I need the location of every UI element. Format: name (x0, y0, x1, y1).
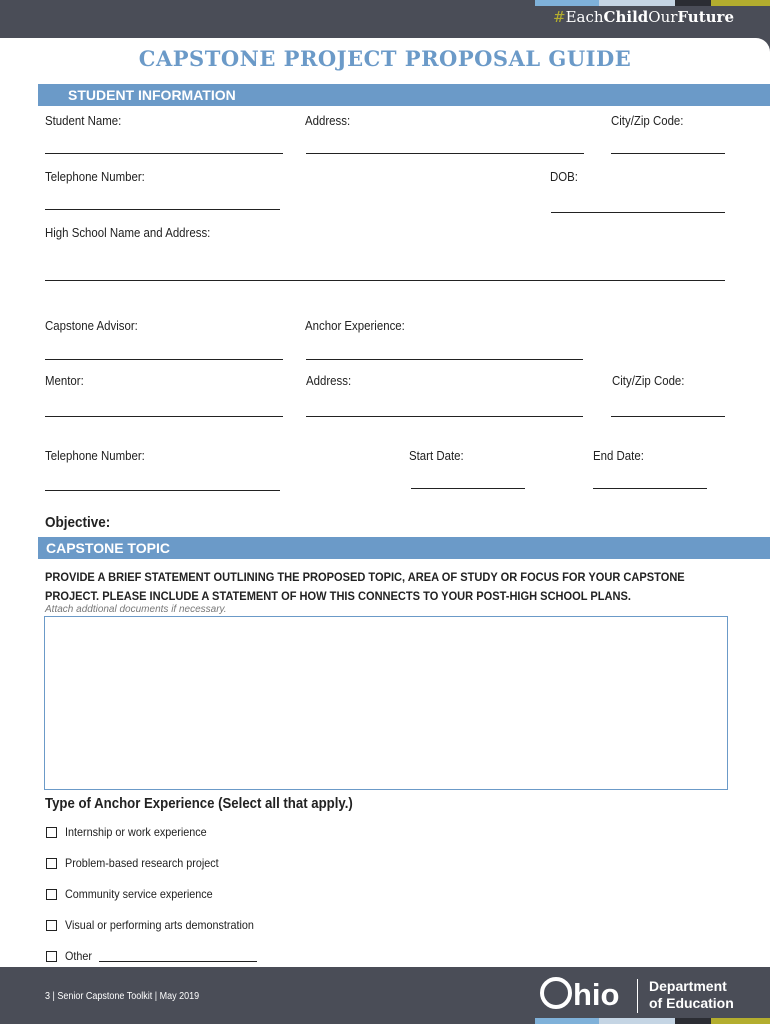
label-mentor: Mentor: (45, 373, 84, 388)
topic-statement-textbox[interactable] (44, 616, 728, 790)
topic-prompt-line2: PROJECT. PLEASE INCLUDE A STATEMENT OF HOW THIS CONNECTS TO YOUR POST-HIGH SCHOOL PLANS. (45, 589, 631, 603)
section-header-student-information: STUDENT INFORMATION (38, 84, 770, 106)
top-banner (0, 0, 770, 40)
field-other[interactable] (99, 951, 257, 962)
department-name: Department of Education (649, 978, 734, 1011)
field-telephone[interactable] (45, 209, 280, 210)
checkbox-icon[interactable] (46, 827, 57, 838)
checkbox-option-internship[interactable]: Internship or work experience (46, 825, 222, 839)
section-header-capstone-topic: CAPSTONE TOPIC (38, 537, 770, 559)
top-accent-stripes (535, 0, 770, 6)
label-dob: DOB: (550, 169, 578, 184)
label-start-date: Start Date: (409, 448, 464, 463)
checkbox-icon[interactable] (46, 920, 57, 931)
field-mentor[interactable] (45, 416, 283, 417)
label-address: Address: (305, 113, 351, 128)
field-mentor-telephone[interactable] (45, 490, 280, 491)
field-capstone-advisor[interactable] (45, 359, 283, 360)
field-student-name[interactable] (45, 153, 283, 154)
checkbox-icon[interactable] (46, 858, 57, 869)
checkbox-icon[interactable] (46, 889, 57, 900)
label-end-date: End Date: (593, 448, 644, 463)
footer-page-info: 3 | Senior Capstone Toolkit | May 2019 (45, 991, 200, 1002)
bottom-accent-stripes (535, 1018, 770, 1024)
label-high-school: High School Name and Address: (45, 225, 211, 240)
form-page (0, 38, 770, 967)
footer (0, 967, 770, 1024)
checkbox-option-other[interactable]: Other (46, 949, 257, 963)
field-end-date[interactable] (593, 488, 707, 489)
ohio-logo: hio (540, 977, 620, 1013)
field-mentor-address[interactable] (306, 416, 583, 417)
field-anchor-experience[interactable] (306, 359, 583, 360)
anchor-type-heading: Type of Anchor Experience (Select all that apply.) (45, 795, 353, 812)
page-title: CAPSTONE PROJECT PROPOSAL GUIDE (138, 46, 632, 71)
checkbox-option-community-service[interactable]: Community service experience (46, 887, 229, 901)
field-high-school[interactable] (45, 280, 725, 281)
label-mentor-telephone: Telephone Number: (45, 448, 145, 463)
label-anchor-experience: Anchor Experience: (305, 318, 405, 333)
field-address[interactable] (306, 153, 584, 154)
label-capstone-advisor: Capstone Advisor: (45, 318, 138, 333)
label-mentor-city-zip: City/Zip Code: (612, 373, 685, 388)
checkbox-option-arts[interactable]: Visual or performing arts demonstration (46, 918, 275, 932)
topic-prompt-line1: PROVIDE A BRIEF STATEMENT OUTLINING THE PROPOSED TOPIC, AREA OF STUDY OR FOCUS FOR YOUR CAPSTONE (45, 570, 685, 584)
label-telephone: Telephone Number: (45, 169, 145, 184)
field-city-zip[interactable] (611, 153, 725, 154)
hashtag-slogan: #EachChildOurFuture (553, 8, 734, 26)
field-dob[interactable] (551, 212, 725, 213)
field-mentor-city-zip[interactable] (611, 416, 725, 417)
field-start-date[interactable] (411, 488, 525, 489)
checkbox-option-research[interactable]: Problem-based research project (46, 856, 236, 870)
logo-divider (637, 979, 638, 1013)
label-mentor-address: Address: (306, 373, 352, 388)
objective-heading: Objective: (45, 514, 111, 531)
label-city-zip: City/Zip Code: (611, 113, 684, 128)
label-student-name: Student Name: (45, 113, 122, 128)
ohio-o-icon (540, 977, 572, 1009)
checkbox-icon[interactable] (46, 951, 57, 962)
attach-note: Attach addtional documents if necessary. (45, 604, 227, 615)
